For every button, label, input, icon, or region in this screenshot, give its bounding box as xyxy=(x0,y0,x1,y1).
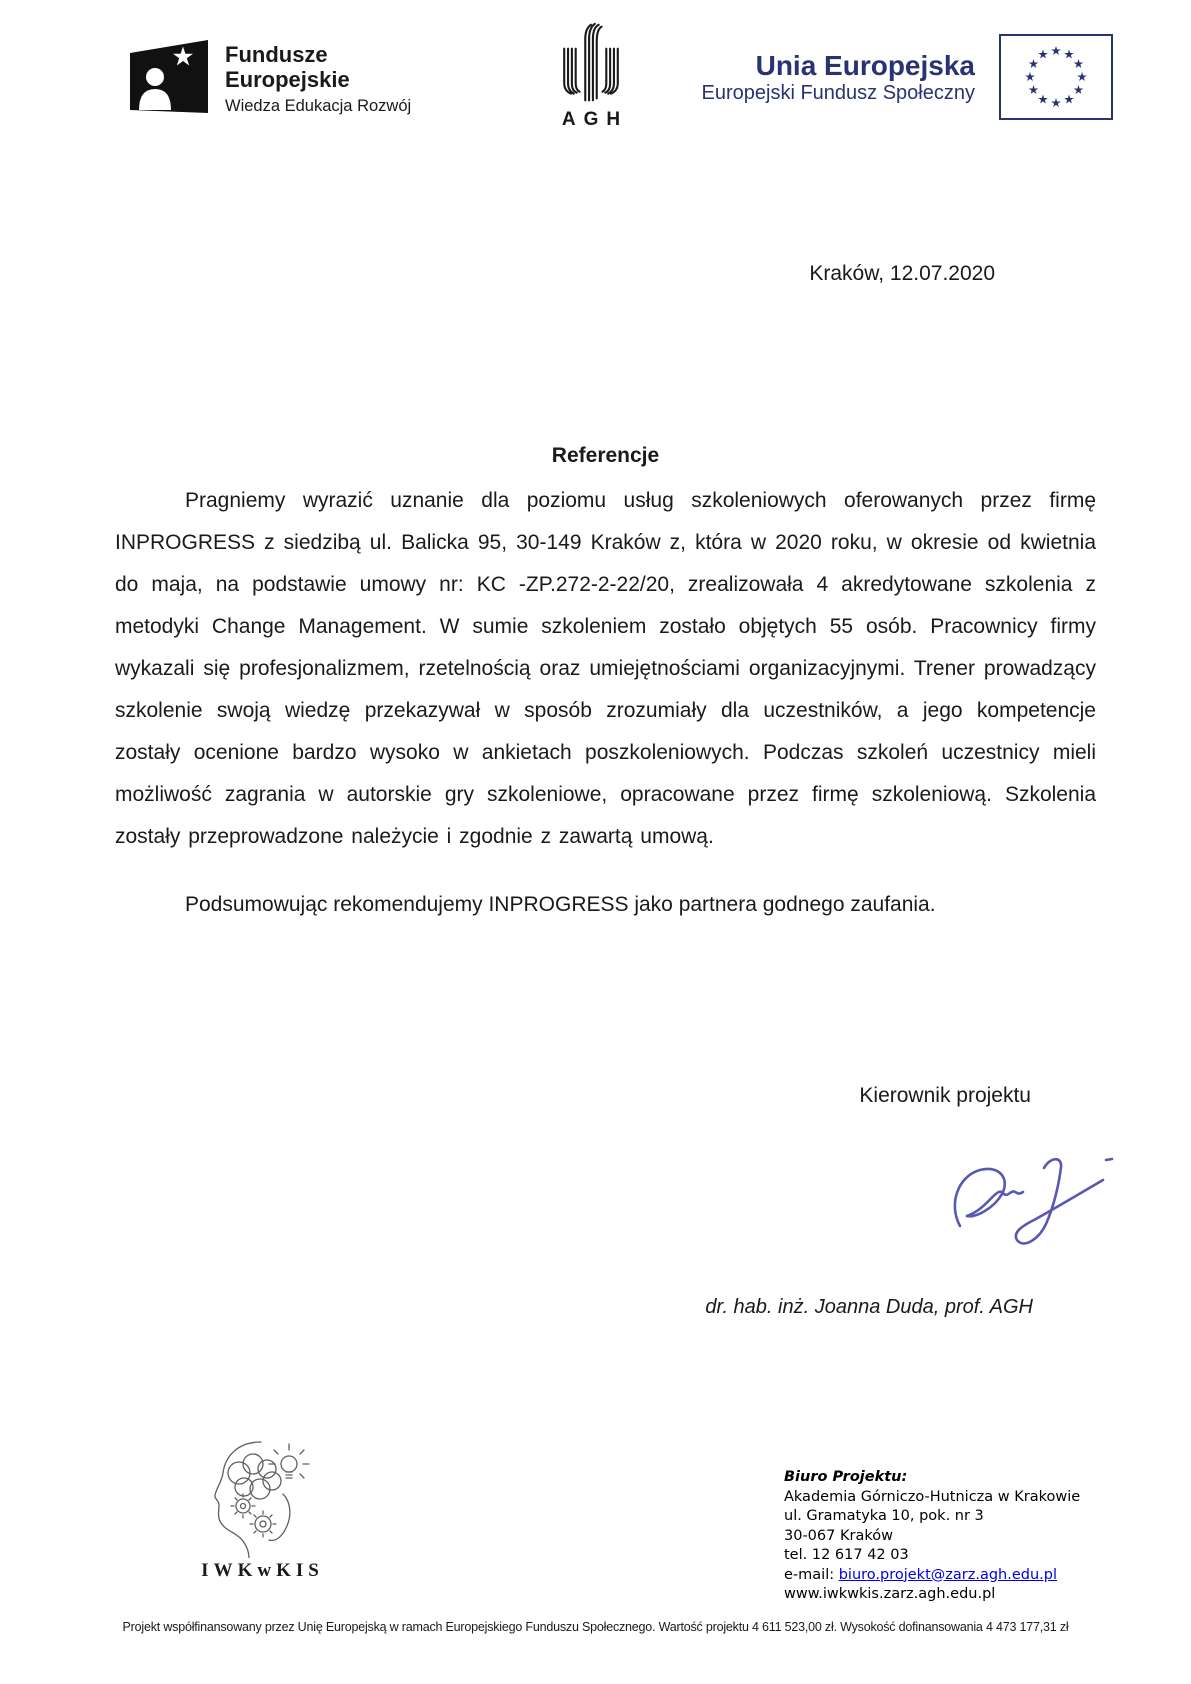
office-address-line: Akademia Górniczo-Hutnicza w Krakowie xyxy=(784,1488,1081,1505)
unia-europejska-logo xyxy=(702,34,1113,120)
letter-title: Referencje xyxy=(551,444,660,467)
fundusze-europejskie-logo xyxy=(130,40,411,118)
signer-role: Kierownik projektu xyxy=(859,1084,1031,1107)
fe-logo-subtitle: Wiedza Edukacja Rozwój xyxy=(225,97,412,115)
iwkwkis-logo xyxy=(186,1436,334,1582)
ue-logo-title: Unia Europejska xyxy=(755,49,975,81)
letter-body xyxy=(115,480,1096,926)
office-address-line: 30-067 Kraków xyxy=(784,1527,893,1544)
office-heading: Biuro Projektu: xyxy=(784,1469,908,1485)
office-address-line: ul. Gramatyka 10, pok. nr 3 xyxy=(784,1508,984,1524)
office-email-line xyxy=(784,1566,1080,1586)
project-office-block xyxy=(784,1468,1080,1605)
iwkwkis-logo-icon xyxy=(195,1436,325,1558)
finance-note: Projekt współfinansowany przez Unię Europejską w ramach Europejskiego Funduszu Społecznego. Wartość projektu 4 611 523,00 zł. Wysokość dofinansowania 4 473 177,31 zł xyxy=(122,1620,1069,1634)
letter-paragraph-2: Podsumowując rekomendujemy INPROGRESS jako partnera godnego zaufania. xyxy=(185,893,936,916)
date-line: Kraków, 12.07.2020 xyxy=(809,262,995,285)
ue-logo-subtitle: Europejski Fundusz Społeczny xyxy=(701,81,975,104)
fe-flag-icon xyxy=(130,40,210,118)
office-website: www.iwkwkis.zarz.agh.edu.pl xyxy=(784,1586,996,1602)
agh-logo xyxy=(535,20,647,131)
office-phone-line: tel. 12 617 42 03 xyxy=(784,1547,909,1563)
agh-glyph-icon xyxy=(549,20,633,108)
fe-logo-title-line1: Fundusze xyxy=(225,42,328,67)
email-link[interactable]: biuro.projekt@zarz.agh.edu.pl xyxy=(838,1566,1057,1583)
signer-name: dr. hab. inż. Joanna Duda, prof. AGH xyxy=(705,1296,1033,1318)
signature-image xyxy=(940,1148,1120,1278)
fe-logo-title-line2: Europejskie xyxy=(225,67,350,92)
agh-logo-label: AGH xyxy=(561,109,629,130)
letter-paragraph-1: Pragniemy wyrazić uznanie dla poziomu usług szkoleniowych oferowanych przez firmę INPROGRESS z siedzibą ul. Balicka 95, 30-149 Kraków z, która w 2020 roku, w okresie od kwietnia do maja, na podstawie umowy nr: KC -ZP.272-2-22/20, zrealizowała 4 akredytowane szkolenia z metodyki Change Management. W sumie szkoleniem zostało objętych 55 osób. Pracownicy firmy wykazali się profesjonalizmem, rzetelnością oraz umiejętnościami organizacyjnymi. Trener prowadzący szkolenie swoją wiedzę przekazywał w sposób zrozumiały dla uczestników, a jego kompetencje zostały ocenione bardzo wysoko w ankietach poszkoleniowych. Podczas szkoleń uczestnicy mieli możliwość zagrania w autorskie gry szkoleniowe, opracowane przez firmę szkoleniową. Szkolenia zostały przeprowadzone należycie i zgodnie z zawartą umową. xyxy=(115,489,1096,848)
iwkwkis-logo-label: IWKwKIS xyxy=(201,1560,324,1581)
email-label: e-mail: xyxy=(784,1566,839,1583)
eu-flag-icon xyxy=(999,34,1113,120)
